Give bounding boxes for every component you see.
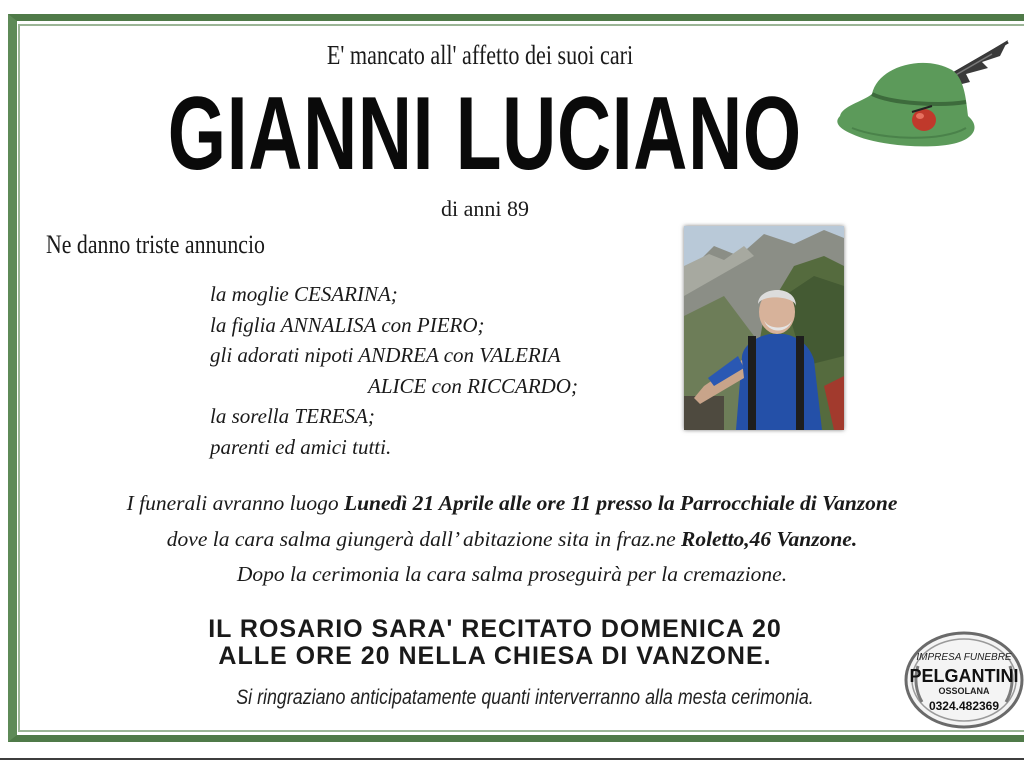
funeral-text: dove la cara salma giungerà dall’ abitazione sita in fraz.ne xyxy=(166,526,681,551)
logo-name: PELGANTINI xyxy=(909,666,1019,686)
funeral-line-1 xyxy=(0,486,1024,522)
deceased-name: GIANNI LUCIANO xyxy=(167,76,802,192)
thanks-text: Si ringraziano anticipatamente quanti interverranno alla mesta cerimonia. xyxy=(236,686,814,709)
rosary-line: ALLE ORE 20 NELLA CHIESA DI VANZONE. xyxy=(218,642,772,670)
family-line: gli adorati nipoti ANDREA con VALERIA xyxy=(210,343,561,367)
alpine-hat-icon xyxy=(832,36,1016,154)
funeral-line-3: Dopo la cerimonia la cara salma proseguirà per la cremazione. xyxy=(236,562,788,586)
family-line: parenti ed amici tutti. xyxy=(210,434,392,459)
family-line: ALICE con RICCARDO; xyxy=(368,373,578,398)
age-text: di anni 89 xyxy=(441,196,529,221)
family-line: la sorella TERESA; xyxy=(210,404,375,428)
funeral-home-logo xyxy=(904,630,1024,730)
funeral-info xyxy=(0,486,1024,593)
funeral-line-2 xyxy=(0,522,1024,558)
rosary-info xyxy=(0,616,990,670)
portrait-photo xyxy=(684,226,844,430)
rosary-line: IL ROSARIO SARA' RECITATO DOMENICA 20 xyxy=(208,615,782,643)
family-list xyxy=(210,279,578,462)
family-line: la moglie CESARINA; xyxy=(210,282,398,306)
bottom-rule xyxy=(0,758,1024,760)
funeral-date-place: Lunedì 21 Aprile alle ore 11 presso la Parrocchiale di Vanzone xyxy=(343,491,898,515)
logo-phone: 0324.482369 xyxy=(928,699,1000,713)
announce-text: Ne danno triste annuncio xyxy=(46,230,265,259)
funeral-text: I funerali avranno luogo xyxy=(126,491,344,515)
logo-sub: OSSOLANA xyxy=(938,686,990,696)
heading-text: E' mancato all' affetto dei suoi cari xyxy=(326,40,634,70)
logo-top-text: IMPRESA FUNEBRE xyxy=(916,652,1012,663)
funeral-address: Roletto,46 Vanzone. xyxy=(680,526,858,551)
family-line: la figlia ANNALISA con PIERO; xyxy=(210,312,485,337)
